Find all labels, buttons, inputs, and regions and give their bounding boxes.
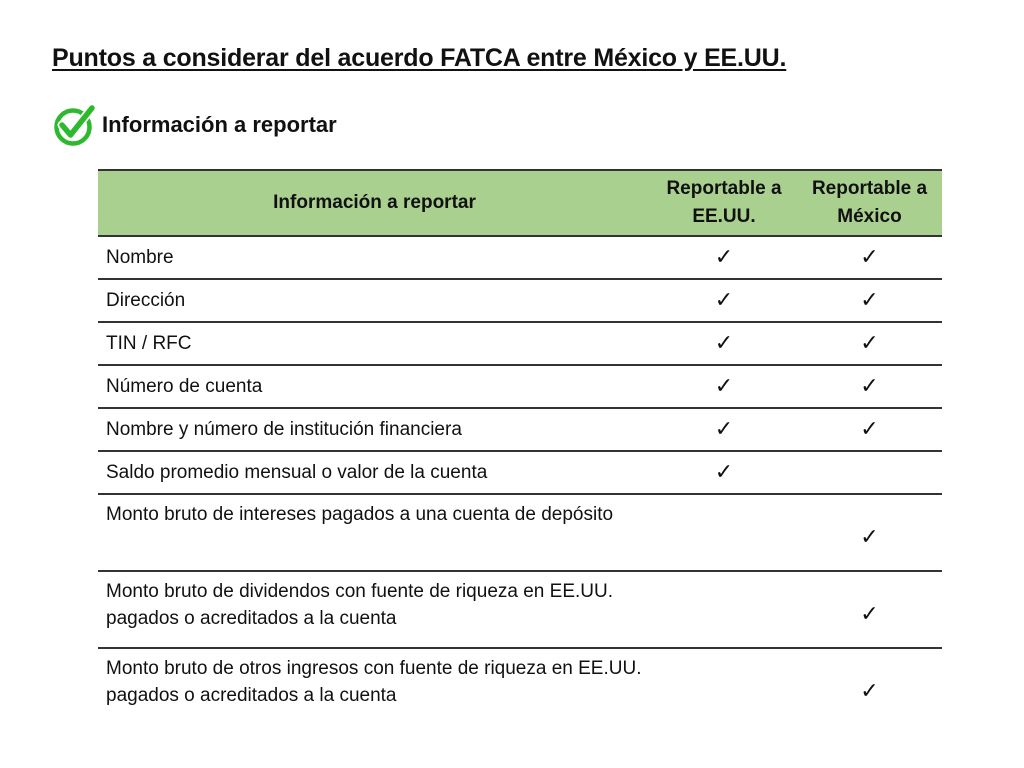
info-cell: Monto bruto de dividendos con fuente de riqueza en EE.UU. pagados o acreditados a la cuenta [98, 571, 651, 648]
check-icon: ✓ [797, 494, 942, 571]
info-cell: Dirección [98, 279, 651, 322]
empty-check-cell [651, 571, 797, 648]
check-icon: ✓ [860, 679, 879, 704]
info-cell: Monto bruto de otros ingresos con fuente de riqueza en EE.UU. pagados o acreditados a la cuenta [106, 658, 642, 706]
green-check-circle-icon [52, 103, 96, 147]
header-info: Información a reportar [98, 170, 651, 236]
check-icon: ✓ [651, 279, 797, 322]
table-header-row [98, 170, 942, 236]
header-reportable-usa: Reportable a EE.UU. [651, 170, 797, 236]
info-cell: Nombre y número de institución financiera [98, 408, 651, 451]
info-cell: TIN / RFC [98, 322, 651, 365]
table-row [98, 322, 942, 365]
table-row [98, 279, 942, 322]
info-cell: Monto bruto de intereses pagados a una cuenta de depósito [98, 494, 651, 571]
table-row [98, 365, 942, 408]
section-heading [52, 100, 337, 150]
check-icon: ✓ [651, 236, 797, 279]
check-icon: ✓ [797, 408, 942, 451]
info-cell: Nombre [98, 236, 651, 279]
empty-check-cell [651, 648, 797, 724]
empty-check-cell [797, 451, 942, 494]
table-row [98, 408, 942, 451]
table-row [98, 451, 942, 494]
table-row [98, 648, 942, 724]
check-icon: ✓ [651, 365, 797, 408]
table-row [98, 236, 942, 279]
table-row [98, 571, 942, 648]
check-icon: ✓ [797, 365, 942, 408]
check-icon: ✓ [651, 322, 797, 365]
info-cell: Número de cuenta [98, 365, 651, 408]
check-icon: ✓ [797, 279, 942, 322]
check-icon: ✓ [651, 408, 797, 451]
check-icon: ✓ [797, 571, 942, 648]
header-reportable-mexico: Reportable a México [797, 170, 942, 236]
info-cell: Saldo promedio mensual o valor de la cuenta [98, 451, 651, 494]
report-table [98, 169, 942, 724]
check-icon: ✓ [797, 236, 942, 279]
slide-title: Puntos a considerar del acuerdo FATCA entre México y EE.UU. [52, 44, 787, 72]
check-icon: ✓ [651, 451, 797, 494]
check-icon: ✓ [797, 322, 942, 365]
empty-check-cell [651, 494, 797, 571]
table-row [98, 494, 942, 571]
section-heading-text: Información a reportar [102, 112, 337, 137]
